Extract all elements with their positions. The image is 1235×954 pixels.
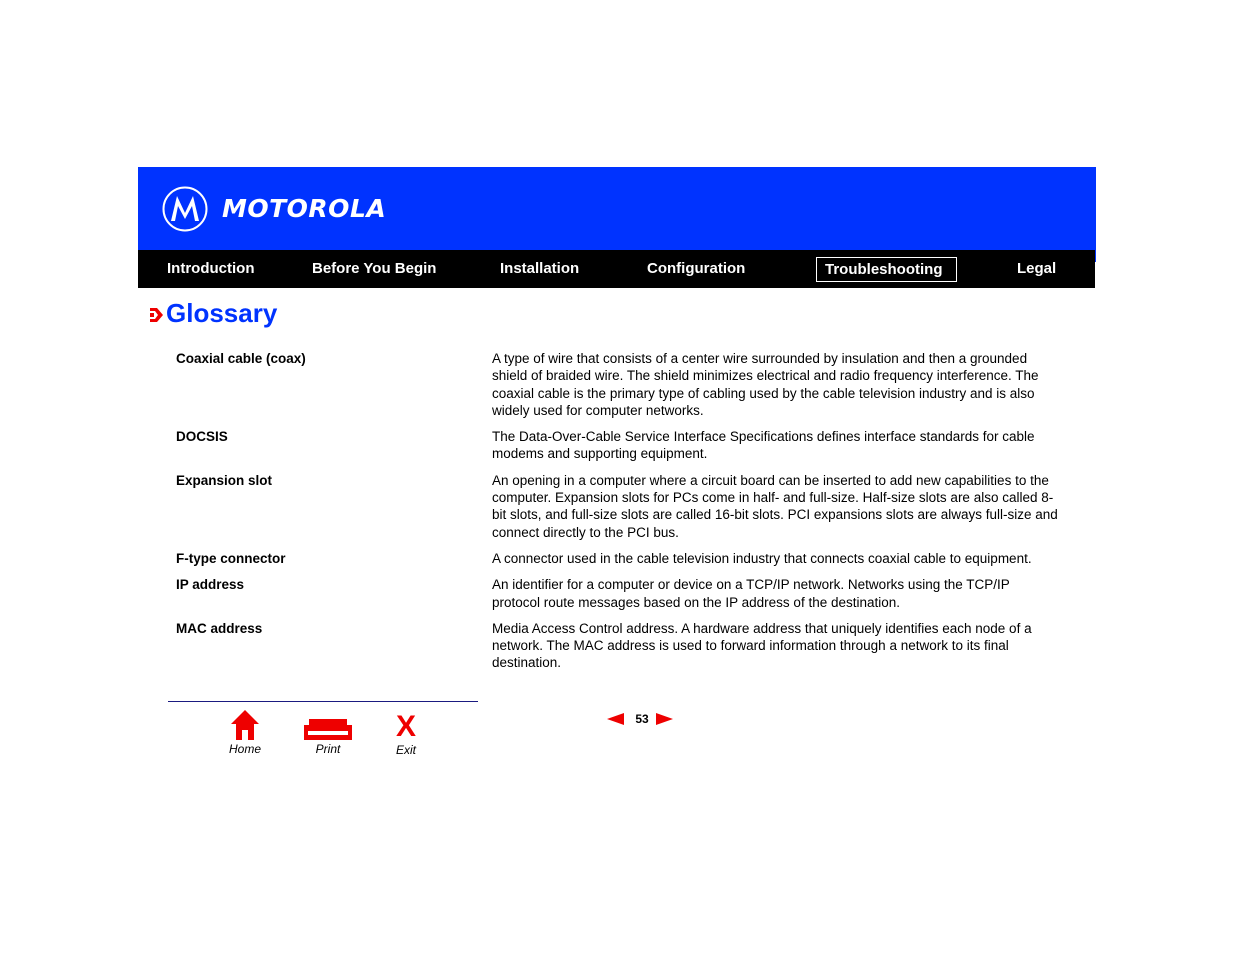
glossary-term: Coaxial cable (coax) (176, 351, 306, 366)
glossary-definition: An opening in a computer where a circuit board can be inserted to add new capabilities to the computer. Expansion slots for PCs come in half- and full-size. Half-size slots are also called 8-bit slots, and full-size slots are called 16-bit slots. PCI expansions slots are always full-size and connect directly to the PCI bus. (492, 472, 1058, 540)
exit-label: Exit (395, 743, 416, 757)
glossary-entry (176, 620, 1066, 672)
home-icon (230, 709, 260, 741)
nav-introduction[interactable]: Introduction (167, 260, 255, 277)
nav-legal[interactable]: Legal (1017, 260, 1057, 277)
glossary-definition: Media Access Control address. A hardware address that uniquely identifies each node of a network. The MAC address is used to forward information through a network to its final destination. (492, 620, 1032, 671)
glossary-term: IP address (176, 577, 245, 593)
glossary-term: MAC address (176, 620, 263, 636)
home-label: Home (228, 742, 261, 756)
nav-troubleshooting[interactable]: Troubleshooting (816, 257, 957, 282)
motorola-batwing-icon (162, 186, 208, 232)
glossary-entry (176, 428, 1066, 463)
footer-divider (168, 701, 478, 702)
glossary-definition: A connector used in the cable television industry that connects coaxial cable to equipment. (492, 550, 1032, 566)
page-number: 53 (635, 712, 649, 726)
print-icon (303, 718, 353, 741)
exit-icon: X (395, 710, 416, 743)
print-button[interactable] (302, 718, 354, 756)
glossary-definition: The Data-Over-Cable Service Interface Specifications defines interface standards for cable modems and supporting equipment. (492, 429, 1035, 462)
next-page-arrow-icon[interactable] (656, 713, 673, 725)
glossary-entry (176, 350, 1066, 419)
nav-installation[interactable]: Installation (500, 260, 580, 277)
print-label: Print (315, 742, 341, 756)
page-title: Glossary (166, 298, 278, 328)
glossary-term: F-type connector (176, 550, 286, 566)
nav-configuration[interactable]: Configuration (647, 260, 746, 277)
red-arrow-marker-icon (150, 308, 163, 322)
glossary-term: DOCSIS (176, 429, 228, 445)
brand-name: MOTOROLA (222, 194, 387, 223)
home-button[interactable] (224, 709, 266, 756)
glossary-term: Expansion slot (176, 472, 273, 488)
previous-page-arrow-icon[interactable] (607, 713, 624, 725)
glossary-entry (176, 472, 1066, 541)
glossary-entry (176, 576, 1066, 611)
brand-header (138, 167, 1096, 262)
nav-before-you-begin[interactable]: Before You Begin (312, 260, 437, 277)
glossary-definition: A type of wire that consists of a center wire surrounded by insulation and then a grounded shield of braided wire. The shield minimizes electrical and radio frequency interference. The coaxial cable is the primary type of cabling used by the cable television industry and is also widely used for computer networks. (492, 351, 1039, 418)
main-nav (138, 250, 1095, 288)
glossary-list (176, 350, 1066, 681)
glossary-entry (176, 550, 1066, 567)
exit-button[interactable] (388, 712, 424, 757)
glossary-definition: An identifier for a computer or device on a TCP/IP network. Networks using the TCP/IP protocol route messages based on the IP address of the destination. (492, 577, 1010, 610)
